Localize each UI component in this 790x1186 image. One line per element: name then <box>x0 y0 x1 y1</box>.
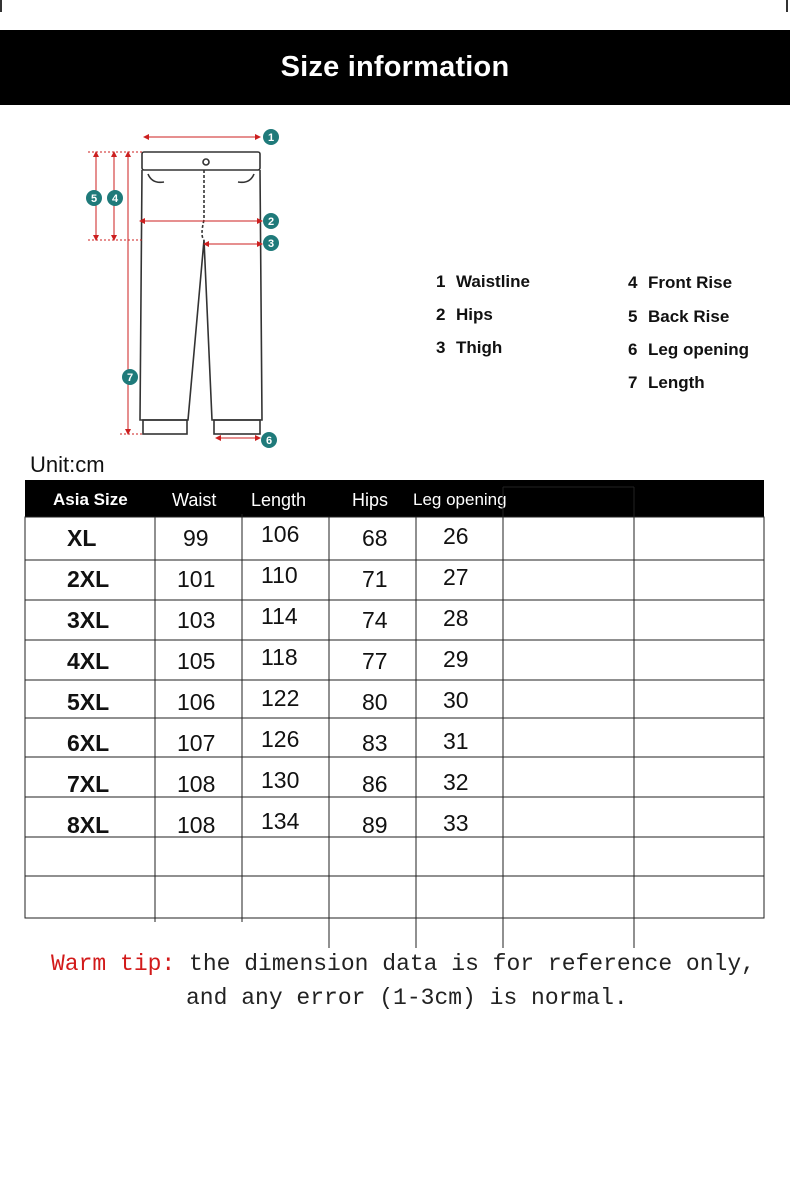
size-cell: XL <box>67 525 97 551</box>
waist-cell: 106 <box>177 689 216 715</box>
waist-cell: 107 <box>177 730 216 756</box>
waist-cell: 108 <box>177 771 216 797</box>
page-title: Size information <box>280 51 510 83</box>
length-cell: 110 <box>261 562 298 588</box>
leg-opening-cell: 32 <box>443 769 469 795</box>
waist-cell: 99 <box>183 525 209 551</box>
length-cell: 114 <box>261 603 298 629</box>
hips-cell: 68 <box>362 525 388 551</box>
length-cell: 130 <box>261 767 300 793</box>
leg-opening-cell: 28 <box>443 605 469 631</box>
hips-cell: 83 <box>362 730 388 756</box>
svg-text:5: 5 <box>90 193 98 205</box>
size-cell: 2XL <box>67 566 110 592</box>
waist-cell: 101 <box>177 566 216 592</box>
length-cell: 126 <box>261 726 300 752</box>
length-cell: 134 <box>261 808 300 834</box>
warm-tip-label: Warm tip: <box>51 951 176 977</box>
hips-cell: 74 <box>362 607 388 633</box>
header-length: Length <box>251 490 307 510</box>
svg-text:3: 3 <box>267 238 275 250</box>
legend-item-leg-opening: 6 Leg opening <box>628 340 750 359</box>
size-cell: 5XL <box>67 689 110 715</box>
size-cell: 4XL <box>67 648 110 674</box>
svg-text:4: 4 <box>111 193 119 205</box>
header-asia-size: Asia Size <box>53 490 128 509</box>
size-cell: 8XL <box>67 812 110 838</box>
leg-opening-cell: 29 <box>443 646 469 672</box>
length-cell: 118 <box>261 644 298 670</box>
legend-item-length: 7 Length <box>628 373 705 392</box>
hips-cell: 80 <box>362 689 388 715</box>
hips-cell: 89 <box>362 812 388 838</box>
legend-item-front-rise: 4 Front Rise <box>628 273 733 292</box>
hips-cell: 77 <box>362 648 388 674</box>
legend-item-waistline: 1 Waistline <box>436 272 530 291</box>
leg-opening-cell: 26 <box>443 523 469 549</box>
warm-tip-line-1 <box>51 951 755 977</box>
waist-cell: 105 <box>177 648 216 674</box>
unit-label: Unit:cm <box>30 452 105 477</box>
warm-tip-line-2: and any error (1-3cm) is normal. <box>186 985 628 1011</box>
svg-text:2: 2 <box>267 216 275 228</box>
size-cell: 6XL <box>67 730 110 756</box>
leg-opening-cell: 30 <box>443 687 469 713</box>
svg-text:6: 6 <box>265 435 273 447</box>
length-cell: 122 <box>261 685 300 711</box>
leg-opening-cell: 33 <box>443 810 469 836</box>
legend-item-thigh: 3 Thigh <box>436 338 503 357</box>
legend-item-hips: 2 Hips <box>436 305 493 324</box>
size-cell: 3XL <box>67 607 110 633</box>
svg-text:1: 1 <box>267 132 275 144</box>
waist-cell: 108 <box>177 812 216 838</box>
svg-text:7: 7 <box>126 372 134 384</box>
length-cell: 106 <box>261 521 300 547</box>
leg-opening-cell: 27 <box>443 564 469 590</box>
size-cell: 7XL <box>67 771 110 797</box>
legend-item-back-rise: 5 Back Rise <box>628 307 730 326</box>
hips-cell: 71 <box>362 566 388 592</box>
leg-opening-cell: 31 <box>443 728 469 754</box>
header-leg-opening: Leg opening <box>413 490 507 509</box>
header-hips: Hips <box>352 490 389 510</box>
warm-tip-text-1: the dimension data is for reference only, <box>175 951 755 977</box>
waist-cell: 103 <box>177 607 216 633</box>
header-waist: Waist <box>172 490 217 510</box>
hips-cell: 86 <box>362 771 388 797</box>
